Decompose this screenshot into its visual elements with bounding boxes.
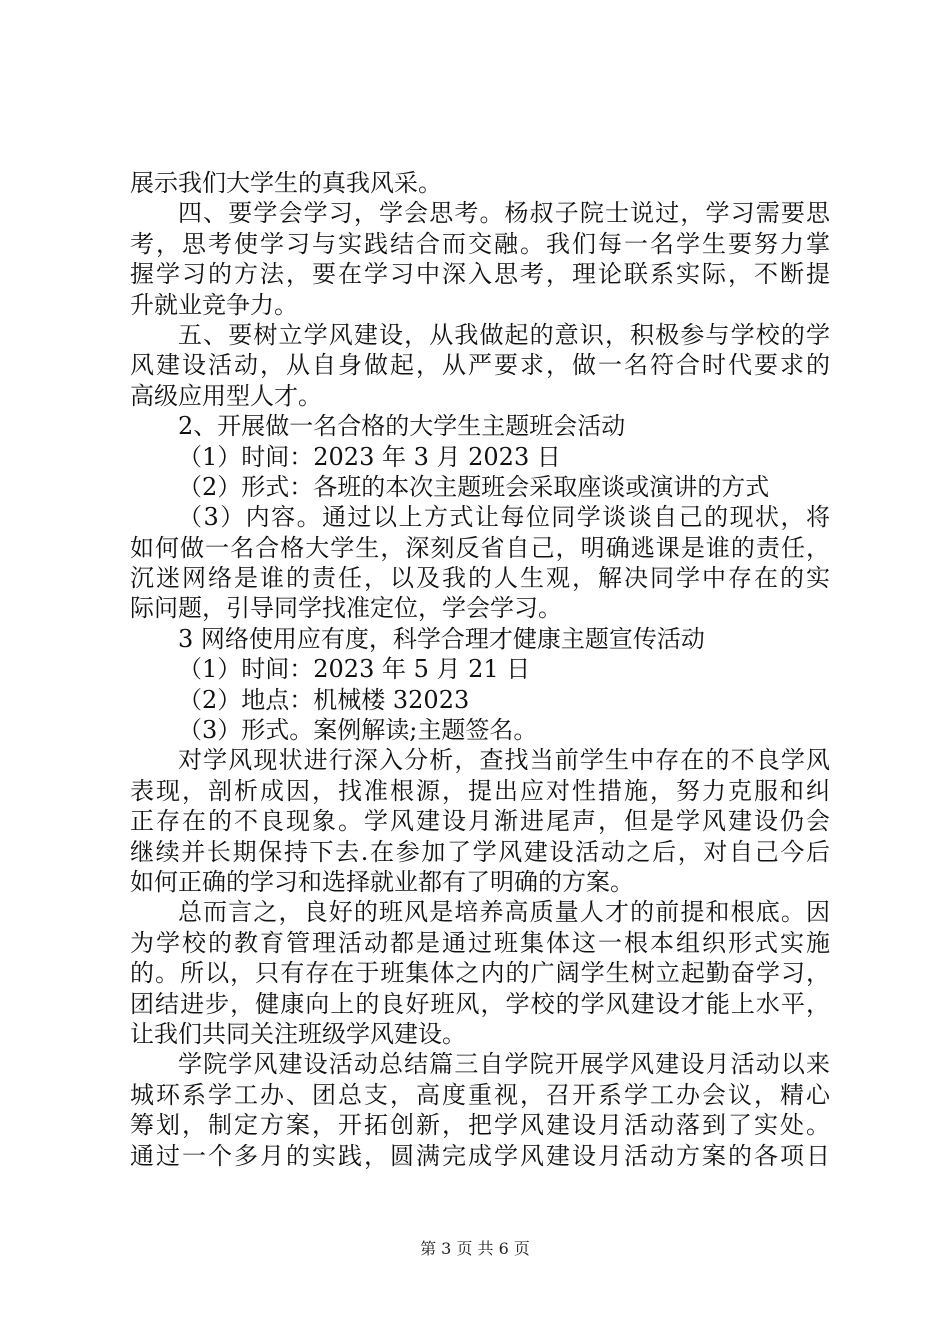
text-line: 筹划，制定方案，开拓创新，把学风建设月活动落到了实处。 xyxy=(130,1111,830,1140)
paragraph xyxy=(130,168,830,198)
text-line: 如何正确的学习和选择就业都有了明确的方案。 xyxy=(130,867,634,896)
text-line: （2）形式：各班的本次主题班会采取座谈或演讲的方式 xyxy=(178,472,770,501)
text-line: 3 网络使用应有度，科学合理才健康主题宣传活动 xyxy=(178,624,705,653)
paragraph xyxy=(130,502,830,624)
text-line: 继续并长期保持下去.在参加了学风建设活动之后，对自己今后 xyxy=(130,837,830,866)
text-line: （3）内容。通过以上方式让每位同学谈谈自己的现状，将 xyxy=(178,503,830,532)
paragraph xyxy=(130,715,830,745)
document-body xyxy=(130,168,830,1171)
text-line: 升就业竞争力。 xyxy=(130,290,298,319)
text-line: （2）地点：机械楼 32023 xyxy=(178,685,470,714)
page-footer: 第 3 页 共 6 页 xyxy=(420,1239,530,1258)
paragraph xyxy=(130,1049,830,1171)
text-line: 高级应用型人才。 xyxy=(130,381,322,410)
paragraph xyxy=(130,320,830,411)
paragraph xyxy=(130,685,830,715)
text-line: 总而言之，良好的班风是培养高质量人才的前提和根底。因 xyxy=(178,898,830,927)
text-line: 的。所以，只有存在于班集体之内的广阔学生树立起勤奋学习， xyxy=(130,959,830,988)
text-line: 沉迷网络是谁的责任，以及我的人生观，解决同学中存在的实 xyxy=(130,564,830,593)
text-line: 展示我们大学生的真我风采。 xyxy=(130,169,442,197)
text-line: 正存在的不良现象。学风建设月渐进尾声，但是学风建设仍会 xyxy=(130,807,830,836)
text-line: （3）形式。案例解读;主题签名。 xyxy=(178,716,538,745)
text-line: 表现，剖析成因，找准根源，提出应对性措施，努力克服和纠 xyxy=(130,776,830,805)
text-line: （1）时间：2023 年 3 月 2023 日 xyxy=(178,442,561,471)
text-line: 如何做一名合格大学生，深刻反省自己，明确逃课是谁的责任， xyxy=(130,533,830,562)
text-line: 四、要学会学习，学会思考。杨叔子院士说过，学习需要思 xyxy=(178,199,830,228)
paragraph xyxy=(130,745,830,897)
paragraph xyxy=(130,472,830,502)
text-line: 考，思考使学习与实践结合而交融。我们每一名学生要努力掌 xyxy=(130,229,830,258)
paragraph xyxy=(130,198,830,320)
text-line: 团结进步，健康向上的良好班风，学校的学风建设才能上水平， xyxy=(130,989,830,1018)
text-line: 握学习的方法，要在学习中深入思考，理论联系实际，不断提 xyxy=(130,260,830,289)
text-line: 风建设活动，从自身做起，从严要求，做一名符合时代要求的 xyxy=(130,351,830,380)
text-line: 让我们共同关注班级学风建设。 xyxy=(130,1019,466,1048)
paragraph xyxy=(130,624,830,654)
paragraph xyxy=(130,897,830,1049)
paragraph xyxy=(130,654,830,684)
text-line: （1）时间：2023 年 5 月 21 日 xyxy=(178,655,531,684)
text-line: 五、要树立学风建设，从我做起的意识，积极参与学校的学 xyxy=(178,320,830,349)
paragraph xyxy=(130,442,830,472)
paragraph xyxy=(130,411,830,441)
text-line: 学院学风建设活动总结篇三自学院开展学风建设月活动以来 xyxy=(178,1050,830,1079)
text-line: 通过一个多月的实践，圆满完成学风建设月活动方案的各项日 xyxy=(130,1141,830,1170)
text-line: 对学风现状进行深入分析，查找当前学生中存在的不良学风 xyxy=(178,746,830,775)
text-line: 际问题，引导同学找准定位，学会学习。 xyxy=(130,594,562,623)
text-line: 2、开展做一名合格的大学生主题班会活动 xyxy=(178,412,626,441)
text-line: 城环系学工办、团总支，高度重视，召开系学工办会议，精心 xyxy=(130,1080,830,1109)
text-line: 为学校的教育管理活动都是通过班集体这一根本组织形式实施 xyxy=(130,928,830,957)
